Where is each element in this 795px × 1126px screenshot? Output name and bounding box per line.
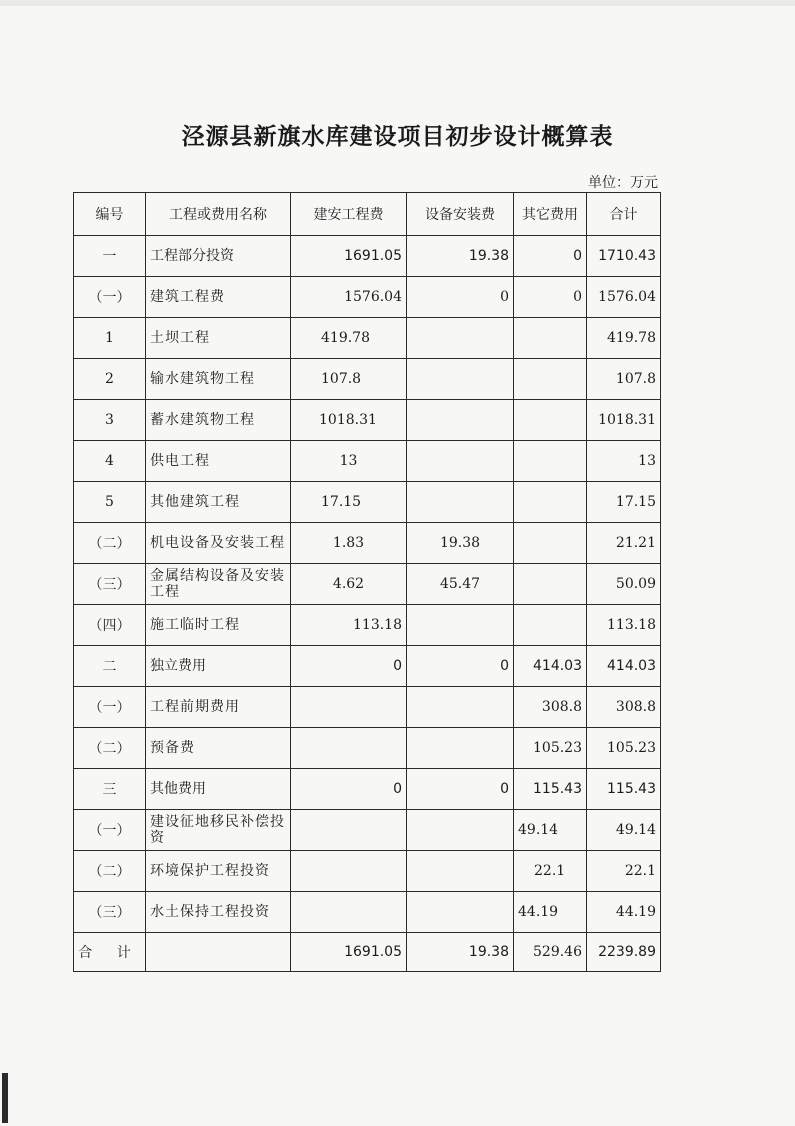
row-shebei xyxy=(407,810,514,851)
row-no: （二） xyxy=(74,523,146,564)
row-no: （二） xyxy=(74,728,146,769)
row-qita xyxy=(514,564,587,605)
unit-label: 单位：万元 xyxy=(588,175,658,191)
row-shebei xyxy=(407,728,514,769)
row-qita xyxy=(514,605,587,646)
row-qita: 414.03 xyxy=(514,646,587,687)
row-heji: 50.09 xyxy=(587,564,661,605)
row-name: 土坝工程 xyxy=(146,318,291,359)
row-shebei xyxy=(407,400,514,441)
row-heji: 49.14 xyxy=(587,810,661,851)
row-name: 金属结构设备及安装工程 xyxy=(146,564,291,605)
total-row xyxy=(74,933,661,972)
row-qita: 22.1 xyxy=(514,851,587,892)
table-header-row xyxy=(74,193,661,236)
row-jianan: 0 xyxy=(291,769,407,810)
row-qita: 0 xyxy=(514,277,587,318)
row-jianan: 1.83 xyxy=(291,523,407,564)
table-row xyxy=(74,687,661,728)
header-shebei: 设备安装费 xyxy=(407,193,514,236)
row-heji: 1018.31 xyxy=(587,400,661,441)
row-heji: 414.03 xyxy=(587,646,661,687)
row-shebei xyxy=(407,359,514,400)
row-name: 建设征地移民补偿投资 xyxy=(146,810,291,851)
row-qita: 105.23 xyxy=(514,728,587,769)
row-jianan xyxy=(291,728,407,769)
table-row xyxy=(74,318,661,359)
row-shebei xyxy=(407,318,514,359)
table-row xyxy=(74,277,661,318)
row-qita: 308.8 xyxy=(514,687,587,728)
table-row xyxy=(74,400,661,441)
row-name: 其他费用 xyxy=(146,769,291,810)
row-no: （一） xyxy=(74,810,146,851)
row-qita xyxy=(514,359,587,400)
row-no: 3 xyxy=(74,400,146,441)
table-row xyxy=(74,441,661,482)
row-shebei xyxy=(407,851,514,892)
row-qita xyxy=(514,441,587,482)
header-jianan: 建安工程费 xyxy=(291,193,407,236)
row-shebei xyxy=(407,892,514,933)
row-heji: 105.23 xyxy=(587,728,661,769)
row-jianan xyxy=(291,810,407,851)
row-heji: 1576.04 xyxy=(587,277,661,318)
row-qita: 44.19 xyxy=(514,892,587,933)
total-jianan: 1691.05 xyxy=(291,933,407,972)
row-shebei: 0 xyxy=(407,646,514,687)
table-row xyxy=(74,769,661,810)
row-jianan xyxy=(291,892,407,933)
row-shebei xyxy=(407,441,514,482)
row-name: 独立费用 xyxy=(146,646,291,687)
row-no: 5 xyxy=(74,482,146,523)
row-qita xyxy=(514,400,587,441)
table-row xyxy=(74,728,661,769)
row-qita: 0 xyxy=(514,236,587,277)
scan-binding-mark xyxy=(2,1073,8,1123)
row-name: 水土保持工程投资 xyxy=(146,892,291,933)
total-name xyxy=(146,933,291,972)
row-no: （一） xyxy=(74,277,146,318)
table-row xyxy=(74,359,661,400)
row-name: 机电设备及安装工程 xyxy=(146,523,291,564)
row-jianan xyxy=(291,851,407,892)
row-heji: 308.8 xyxy=(587,687,661,728)
table-row xyxy=(74,482,661,523)
row-qita: 49.14 xyxy=(514,810,587,851)
row-name: 蓄水建筑物工程 xyxy=(146,400,291,441)
table-row xyxy=(74,646,661,687)
header-no: 编号 xyxy=(74,193,146,236)
header-name: 工程或费用名称 xyxy=(146,193,291,236)
row-name: 工程部分投资 xyxy=(146,236,291,277)
row-heji: 13 xyxy=(587,441,661,482)
row-jianan: 13 xyxy=(291,441,407,482)
row-no: （一） xyxy=(74,687,146,728)
row-shebei xyxy=(407,605,514,646)
row-heji: 115.43 xyxy=(587,769,661,810)
row-shebei: 45.47 xyxy=(407,564,514,605)
row-no: （二） xyxy=(74,851,146,892)
row-name: 供电工程 xyxy=(146,441,291,482)
table-row xyxy=(74,892,661,933)
table-row xyxy=(74,851,661,892)
row-shebei: 0 xyxy=(407,277,514,318)
row-shebei xyxy=(407,687,514,728)
row-heji: 1710.43 xyxy=(587,236,661,277)
row-name: 预备费 xyxy=(146,728,291,769)
row-no: 三 xyxy=(74,769,146,810)
total-label: 合 计 xyxy=(74,933,146,972)
row-shebei xyxy=(407,482,514,523)
row-name: 建筑工程费 xyxy=(146,277,291,318)
row-jianan: 1691.05 xyxy=(291,236,407,277)
row-jianan: 419.78 xyxy=(291,318,407,359)
page-title: 泾源县新旗水库建设项目初步设计概算表 xyxy=(181,123,614,150)
row-qita xyxy=(514,523,587,564)
table-row xyxy=(74,523,661,564)
row-jianan: 0 xyxy=(291,646,407,687)
table-row xyxy=(74,810,661,851)
total-qita: 529.46 xyxy=(514,933,587,972)
row-shebei: 19.38 xyxy=(407,236,514,277)
row-name: 其他建筑工程 xyxy=(146,482,291,523)
row-jianan xyxy=(291,687,407,728)
row-no: （三） xyxy=(74,564,146,605)
row-no: 二 xyxy=(74,646,146,687)
row-qita xyxy=(514,318,587,359)
row-heji: 17.15 xyxy=(587,482,661,523)
row-jianan: 17.15 xyxy=(291,482,407,523)
row-no: （三） xyxy=(74,892,146,933)
row-heji: 22.1 xyxy=(587,851,661,892)
header-heji: 合计 xyxy=(587,193,661,236)
row-heji: 113.18 xyxy=(587,605,661,646)
row-shebei: 0 xyxy=(407,769,514,810)
row-no: 1 xyxy=(74,318,146,359)
page-top-edge xyxy=(0,0,795,6)
row-no: 一 xyxy=(74,236,146,277)
row-name: 施工临时工程 xyxy=(146,605,291,646)
row-heji: 419.78 xyxy=(587,318,661,359)
row-jianan: 1576.04 xyxy=(291,277,407,318)
row-name: 输水建筑物工程 xyxy=(146,359,291,400)
row-heji: 107.8 xyxy=(587,359,661,400)
header-qita: 其它费用 xyxy=(514,193,587,236)
row-no: 2 xyxy=(74,359,146,400)
row-heji: 44.19 xyxy=(587,892,661,933)
table-row xyxy=(74,564,661,605)
row-jianan: 113.18 xyxy=(291,605,407,646)
row-heji: 21.21 xyxy=(587,523,661,564)
row-qita xyxy=(514,482,587,523)
budget-table xyxy=(73,192,661,972)
table-row xyxy=(74,605,661,646)
total-heji: 2239.89 xyxy=(587,933,661,972)
table-row xyxy=(74,236,661,277)
row-no: （四） xyxy=(74,605,146,646)
row-no: 4 xyxy=(74,441,146,482)
row-qita: 115.43 xyxy=(514,769,587,810)
row-jianan: 4.62 xyxy=(291,564,407,605)
row-name: 工程前期费用 xyxy=(146,687,291,728)
row-jianan: 1018.31 xyxy=(291,400,407,441)
row-jianan: 107.8 xyxy=(291,359,407,400)
row-name: 环境保护工程投资 xyxy=(146,851,291,892)
total-shebei: 19.38 xyxy=(407,933,514,972)
row-shebei: 19.38 xyxy=(407,523,514,564)
